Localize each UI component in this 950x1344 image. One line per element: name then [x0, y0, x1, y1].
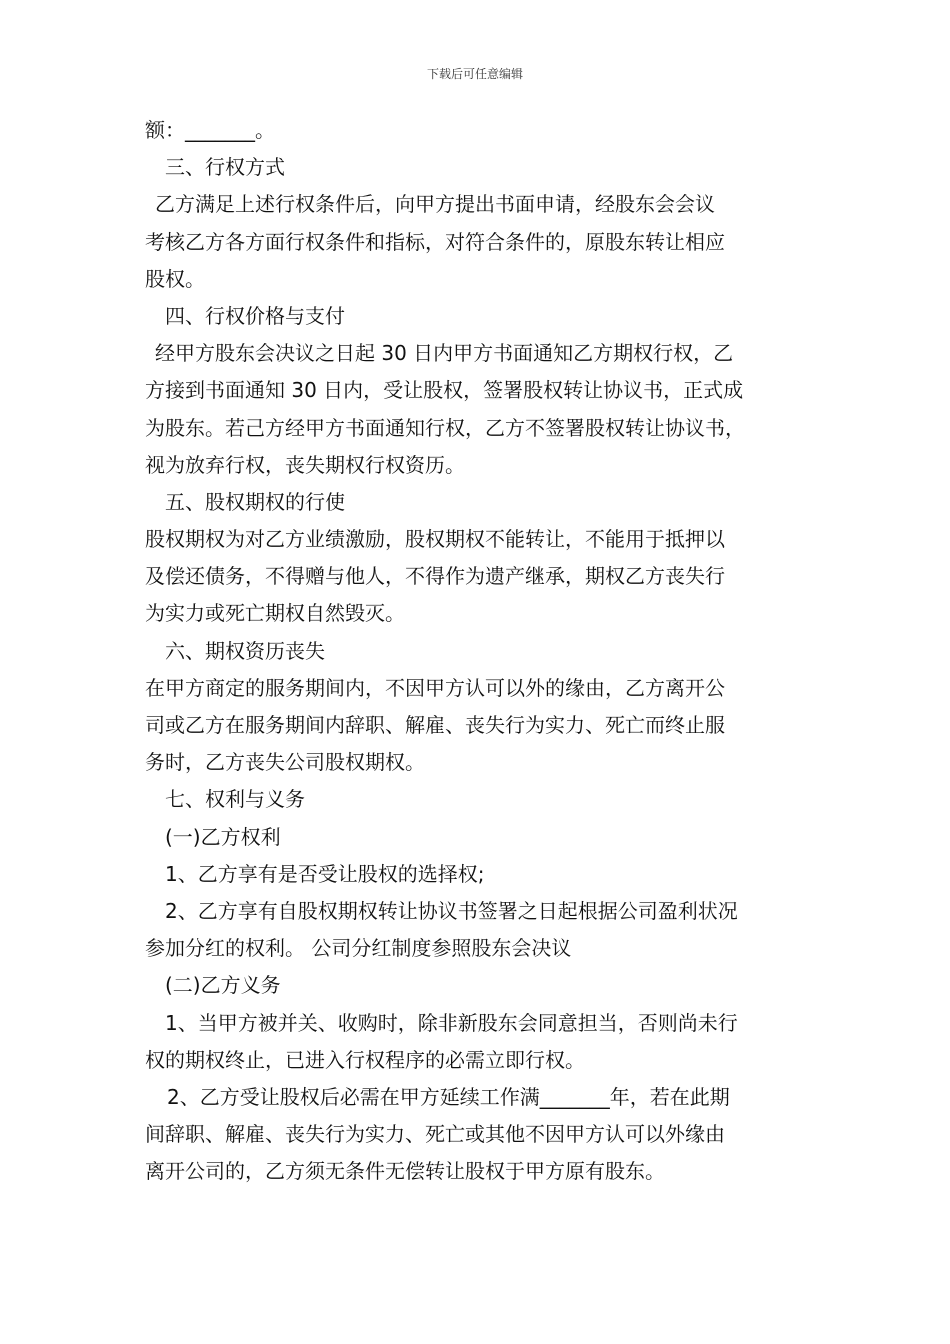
text-line: 额：_______。 [145, 118, 275, 142]
text-line: 在甲方商定的服务期间内，不因甲方认可以外的缘由，乙方离开公 [145, 675, 725, 700]
section-heading: 七、权利与义务 [165, 787, 305, 812]
text-line: 视为放弃行权，丧失期权行权资历。 [145, 452, 465, 477]
text-line: 间辞职、解雇、丧失行为实力、死亡或其他不因甲方认可以外缘由 [145, 1122, 725, 1147]
section-heading: 五、股权期权的行使 [165, 489, 345, 514]
list-item: 1、当甲方被并关、收购时，除非新股东会同意担当，否则尚未行 [165, 1010, 738, 1035]
document-body [145, 112, 810, 1190]
subsection-heading: (二)乙方义务 [165, 973, 281, 998]
text-line: 为股东。若己方经甲方书面通知行权，乙方不签署股权转让协议书， [145, 415, 745, 440]
text-line: 司或乙方在服务期间内辞职、解雇、丧失行为实力、死亡而终止服 [145, 713, 725, 737]
text-line: 离开公司的，乙方须无条件无偿转让股权于甲方原有股东。 [145, 1159, 665, 1184]
section-heading: 三、行权方式 [165, 155, 285, 180]
text-line: 股权期权为对乙方业绩激励，股权期权不能转让，不能用于抵押以 [145, 527, 725, 552]
text-line: 方接到书面通知 30 日内，受让股权，签署股权转让协议书，正式成 [145, 378, 744, 403]
text-line: 为实力或死亡期权自然毁灭。 [145, 601, 405, 626]
section-heading: 四、行权价格与支付 [165, 303, 345, 328]
list-item: 2、乙方享有自股权期权转让协议书签署之日起根据公司盈利状况 [165, 898, 738, 923]
text-line: 参加分红的权利。 公司分红制度参照股东会决议 [145, 936, 572, 961]
text-line: 务时，乙方丧失公司股权期权。 [145, 750, 425, 775]
list-item: 1、乙方享有是否受让股权的选择权; [165, 861, 485, 886]
list-item: 2、乙方受让股权后必需在甲方延续工作满_______年，若在此期 [167, 1084, 730, 1109]
text-line: 股权。 [145, 266, 205, 291]
section-heading: 六、期权资历丧失 [165, 638, 325, 663]
page-header-note: 下载后可任意编辑 [426, 67, 523, 81]
text-line: 及偿还债务，不得赠与他人，不得作为遗产继承，期权乙方丧失行 [145, 564, 725, 589]
text-line: 权的期权终止，已进入行权程序的必需立即行权。 [145, 1047, 585, 1072]
text-line: 考核乙方各方面行权条件和指标，对符合条件的，原股东转让相应 [145, 229, 725, 254]
text-line: 乙方满足上述行权条件后，向甲方提出书面申请，经股东会会议 [155, 192, 715, 217]
subsection-heading: (一)乙方权利 [165, 824, 281, 849]
text-line: 经甲方股东会决议之日起 30 日内甲方书面通知乙方期权行权，乙 [155, 341, 734, 366]
